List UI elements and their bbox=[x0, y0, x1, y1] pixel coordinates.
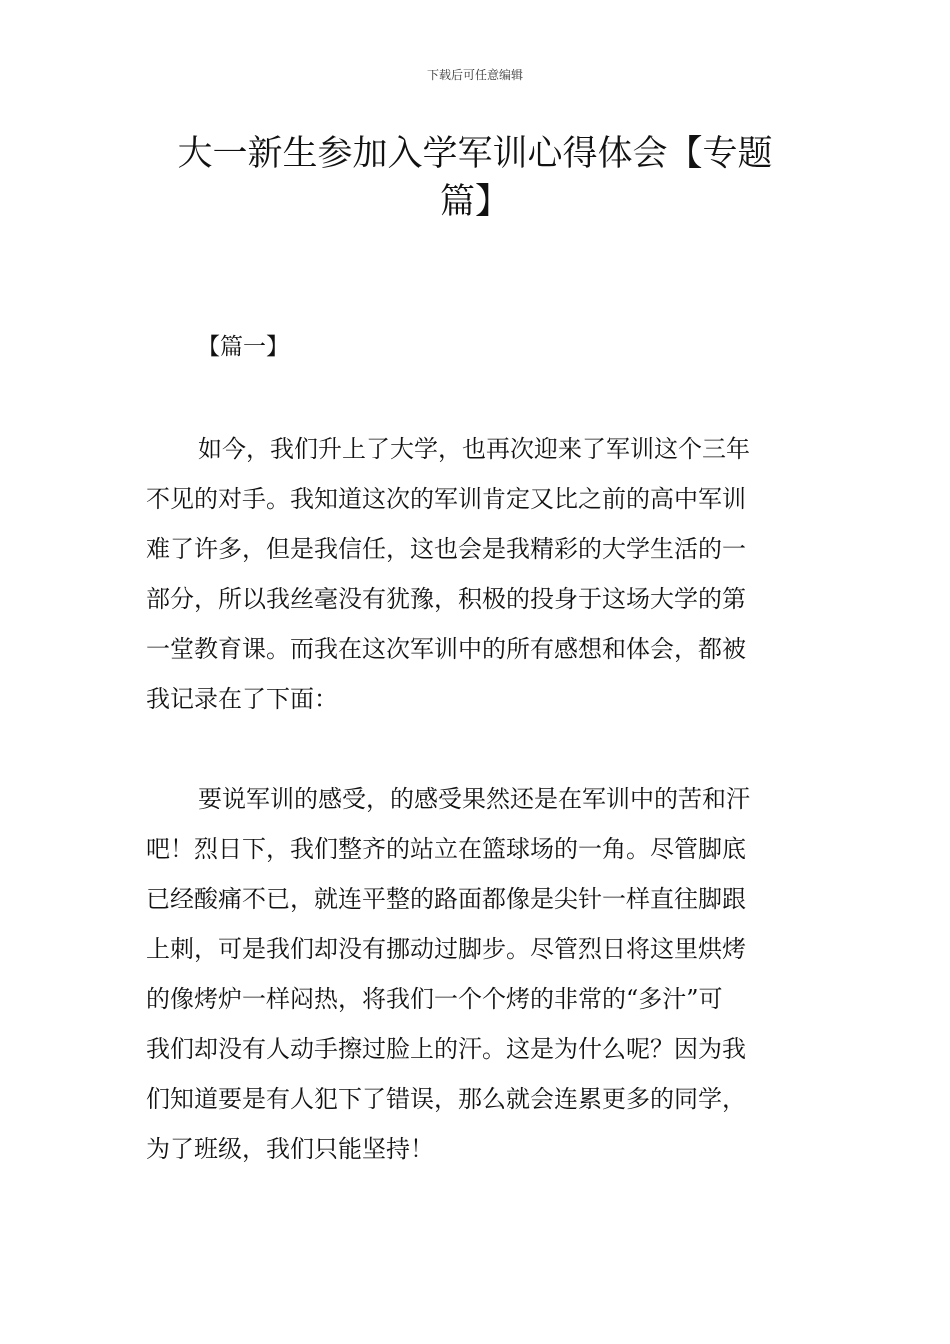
paragraph-line: 为了班级，我们只能坚持！ bbox=[146, 1135, 434, 1163]
paragraph-line: 要说军训的感受，的感受果然还是在军训中的苦和汗 bbox=[198, 785, 750, 813]
document-title bbox=[160, 130, 790, 226]
paragraph-line: 我记录在了下面： bbox=[146, 685, 338, 713]
paragraph-line: 已经酸痛不已，就连平整的路面都像是尖针一样直往脚跟 bbox=[146, 885, 746, 913]
paragraph-1 bbox=[146, 424, 808, 724]
paragraph-line: 的像烤炉一样闷热，将我们一个个烤的非常的“多汁”可 bbox=[146, 985, 723, 1013]
section-label: 【篇一】 bbox=[197, 334, 289, 360]
paragraph-line: 上刺，可是我们却没有挪动过脚步。尽管烈日将这里烘烤 bbox=[146, 935, 746, 963]
paragraph-2 bbox=[146, 774, 808, 1174]
paragraph-line: 如今，我们升上了大学，也再次迎来了军训这个三年 bbox=[198, 435, 750, 463]
paragraph-line: 一堂教育课。而我在这次军训中的所有感想和体会，都被 bbox=[146, 635, 746, 663]
paragraph-line: 们知道要是有人犯下了错误，那么就会连累更多的同学， bbox=[146, 1085, 746, 1113]
paragraph-line: 部分，所以我丝毫没有犹豫，积极的投身于这场大学的第 bbox=[146, 585, 746, 613]
paragraph-line: 不见的对手。我知道这次的军训肯定又比之前的高中军训 bbox=[146, 485, 746, 513]
header-note: 下载后可任意编辑 bbox=[426, 68, 523, 82]
paragraph-line: 难了许多，但是我信任，这也会是我精彩的大学生活的一 bbox=[146, 535, 746, 563]
paragraph-line: 吧！烈日下，我们整齐的站立在篮球场的一角。尽管脚底 bbox=[146, 835, 746, 863]
title-line-2: 篇】 bbox=[439, 182, 510, 222]
title-line-1: 大一新生参加入学军训心得体会【专题 bbox=[177, 134, 773, 174]
paragraph-line: 我们却没有人动手擦过脸上的汗。这是为什么呢？因为我 bbox=[146, 1035, 746, 1063]
